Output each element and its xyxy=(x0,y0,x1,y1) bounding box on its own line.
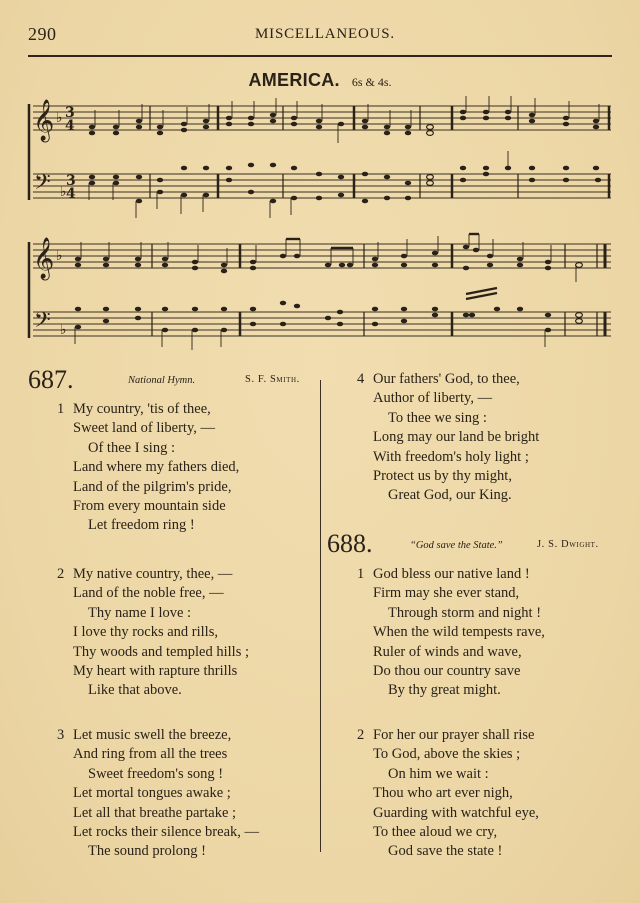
score-staves-1 xyxy=(0,96,640,221)
stanza xyxy=(357,565,545,701)
verse-line: God save the state ! xyxy=(388,843,503,860)
treble-clef-icon: 𝄞 xyxy=(33,100,55,141)
header-rule xyxy=(28,55,612,57)
verse-line: To God, above the skies ; xyxy=(373,746,521,763)
music-system-1 xyxy=(0,96,640,221)
tune-name: AMERICA. xyxy=(248,70,340,90)
verse-line: Thou who art ever nigh, xyxy=(373,785,513,802)
verse-line: For her our prayer shall rise xyxy=(373,727,535,743)
stanza xyxy=(57,400,240,536)
svg-text:♭: ♭ xyxy=(60,184,67,200)
svg-text:4: 4 xyxy=(66,186,76,202)
verse-line: God bless our native land ! xyxy=(373,566,530,582)
hymn-title: National Hymn. xyxy=(128,375,196,386)
verse-line: Great God, our King. xyxy=(388,487,512,504)
verse-line: Like that above. xyxy=(88,682,182,699)
verse-line: With freedom's holy light ; xyxy=(373,448,529,465)
stanza xyxy=(57,726,260,862)
verse-line: Thy woods and templed hills ; xyxy=(73,643,249,660)
verse-line: Let music swell the breeze, xyxy=(73,727,232,743)
svg-text:3: 3 xyxy=(66,173,76,189)
tune-title xyxy=(0,70,640,91)
hymn-author: J. S. Dwight. xyxy=(537,539,599,550)
verse-line: Through storm and night ! xyxy=(388,604,542,621)
stanza-number: 2 xyxy=(57,566,65,582)
music-system-2 xyxy=(0,228,640,358)
verse-line: My country, 'tis of thee, xyxy=(73,401,211,417)
hymn-number: 687. xyxy=(28,365,74,394)
hymn-number: 688. xyxy=(327,529,373,558)
stanza-number: 1 xyxy=(357,566,365,582)
verse-line: Author of liberty, — xyxy=(373,390,493,407)
verse-line: Firm may she ever stand, xyxy=(373,585,520,602)
verse-line: Let rocks their silence break, — xyxy=(73,824,260,841)
verse-line: Ruler of winds and wave, xyxy=(373,643,522,660)
score-staves-2 xyxy=(0,228,640,358)
running-head: MISCELLANEOUS. xyxy=(255,26,395,42)
verse-line: I love thy rocks and rills, xyxy=(73,624,218,641)
svg-text:♭: ♭ xyxy=(56,110,63,126)
verse-line: Of thee I sing : xyxy=(88,439,175,456)
svg-text:♭: ♭ xyxy=(56,248,63,264)
svg-text:♭: ♭ xyxy=(60,322,67,338)
verse-line: Long may our land be bright xyxy=(373,429,540,446)
hymn-author: S. F. Smith. xyxy=(245,374,300,385)
verse-line: Thy name I love : xyxy=(88,604,192,621)
verse-line: Land of the noble free, — xyxy=(73,585,224,602)
verse-line: Land where my fathers died, xyxy=(73,459,240,476)
verse-line: To thee aloud we cry, xyxy=(373,824,498,841)
verse-line: The sound prolong ! xyxy=(88,843,206,860)
verse-line: Do thou our country save xyxy=(373,663,521,680)
tune-meter: 6s & 4s. xyxy=(351,75,392,89)
bass-clef-icon: 𝄢 xyxy=(34,170,51,200)
verse-line: When the wild tempests rave, xyxy=(373,624,545,641)
bass-clef-icon: 𝄢 xyxy=(34,308,51,338)
stanza xyxy=(357,726,539,862)
stanza-number: 1 xyxy=(57,401,65,417)
verse-line: Let mortal tongues awake ; xyxy=(73,785,231,802)
stanza-number: 2 xyxy=(357,727,365,743)
verse-line: Let all that breathe partake ; xyxy=(73,804,237,821)
stanza xyxy=(57,565,249,701)
verse-line: To thee we sing : xyxy=(388,409,487,426)
verse-line: Let freedom ring ! xyxy=(88,517,195,534)
verse-line: Our fathers' God, to thee, xyxy=(373,371,520,387)
hymn-title: “God save the State.” xyxy=(410,540,503,551)
verse-line: Land of the pilgrim's pride, xyxy=(73,478,232,495)
verse-line: Guarding with watchful eye, xyxy=(373,804,539,821)
verse-line: My heart with rapture thrills xyxy=(73,663,238,680)
verse-line: By thy great might. xyxy=(388,682,501,699)
verse-line: And ring from all the trees xyxy=(73,746,228,763)
verse-line: Sweet freedom's song ! xyxy=(88,765,224,782)
verse-line: From every mountain side xyxy=(73,498,226,515)
svg-text:4: 4 xyxy=(65,118,75,134)
column-divider xyxy=(320,380,321,852)
verse-line: My native country, thee, — xyxy=(73,566,233,582)
page-number: 290 xyxy=(28,24,57,44)
svg-text:3: 3 xyxy=(65,105,75,121)
verse-line: On him we wait : xyxy=(388,765,489,782)
verse-line: Protect us by thy might, xyxy=(373,468,512,485)
stanza-number: 4 xyxy=(357,371,365,387)
verse-line: Sweet land of liberty, — xyxy=(73,420,216,437)
stanza-number: 3 xyxy=(57,727,65,743)
stanza xyxy=(357,370,540,506)
treble-clef-icon: 𝄞 xyxy=(33,238,55,279)
